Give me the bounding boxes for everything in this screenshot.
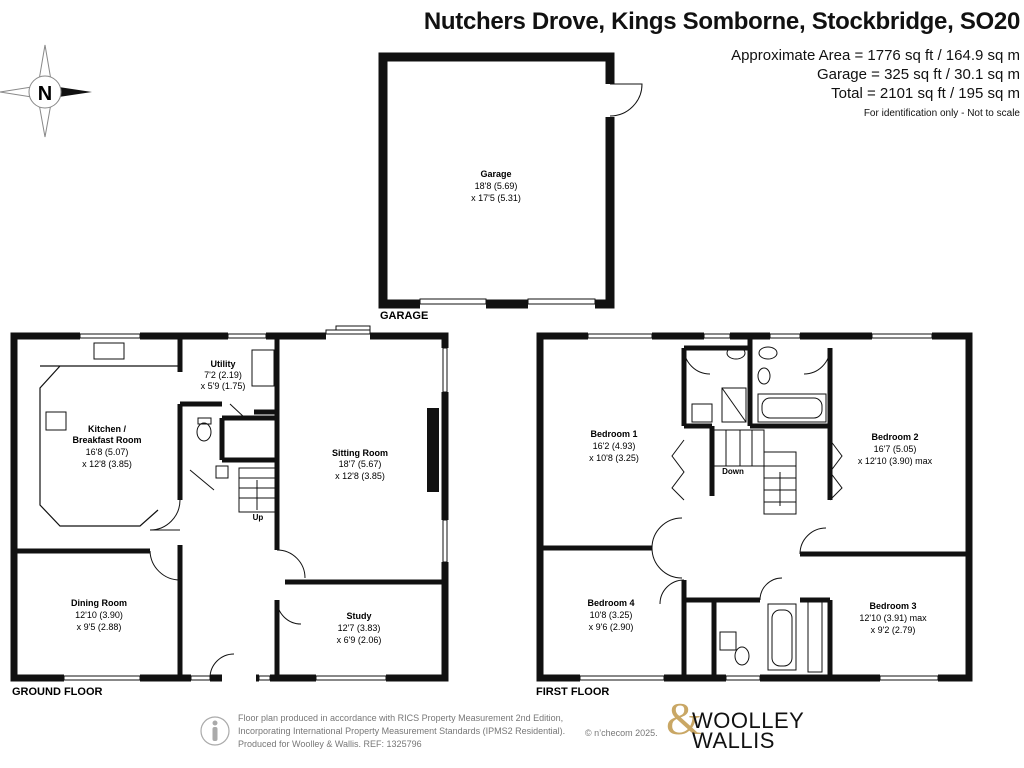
utility-name: Utility bbox=[210, 359, 236, 369]
bedroom4-name: Bedroom 4 bbox=[587, 598, 635, 608]
area-garage: Garage = 325 sq ft / 30.1 sq m bbox=[816, 66, 1020, 83]
property-title: Nutchers Drove, Kings Somborne, Stockbridge, SO20 bbox=[423, 8, 1020, 35]
utility-dim2: x 5'9 (1.75) bbox=[200, 381, 246, 391]
garage-floor-label: GARAGE bbox=[380, 310, 429, 322]
bedroom3-dim2: x 9'2 (2.79) bbox=[870, 625, 916, 635]
dining-dim1: 12'10 (3.90) bbox=[75, 610, 123, 620]
bedroom3-dim1: 12'10 (3.91) max bbox=[859, 613, 927, 623]
bedroom1-name: Bedroom 1 bbox=[590, 429, 638, 439]
copyright-text: © n’checom 2025. bbox=[585, 728, 658, 738]
garage-name: Garage bbox=[480, 169, 512, 179]
study-name: Study bbox=[346, 611, 372, 621]
bedroom4-dim2: x 9'6 (2.90) bbox=[588, 622, 634, 632]
study-dim1: 12'7 (3.83) bbox=[337, 623, 381, 633]
bedroom2-dim2: x 12'10 (3.90) max bbox=[857, 456, 933, 466]
area-total: Total = 2101 sq ft / 195 sq m bbox=[831, 85, 1020, 102]
sitting-dim2: x 12'8 (3.85) bbox=[335, 471, 385, 481]
study-dim2: x 6'9 (2.06) bbox=[336, 635, 382, 645]
sitting-name: Sitting Room bbox=[332, 448, 388, 458]
stairs-down-label: Down bbox=[722, 467, 744, 476]
garage-dim2: x 17'5 (5.31) bbox=[471, 193, 521, 203]
kitchen-name-1: Kitchen / bbox=[87, 424, 127, 434]
dining-name: Dining Room bbox=[71, 598, 127, 608]
footer-line-1: Floor plan produced in accordance with RICS Property Measurement 2nd Edition, bbox=[238, 713, 564, 723]
kitchen-name-2: Breakfast Room bbox=[72, 435, 142, 445]
kitchen-dim2: x 12'8 (3.85) bbox=[82, 459, 132, 469]
ground-floor-label: GROUND FLOOR bbox=[12, 686, 103, 698]
garage-dim1: 18'8 (5.69) bbox=[474, 181, 518, 191]
bedroom4-dim1: 10'8 (3.25) bbox=[589, 610, 633, 620]
kitchen-dim1: 16'8 (5.07) bbox=[85, 447, 129, 457]
dining-dim2: x 9'5 (2.88) bbox=[76, 622, 122, 632]
footer-line-3: Produced for Woolley & Wallis. REF: 1325796 bbox=[238, 739, 422, 749]
rics-person-icon bbox=[200, 714, 230, 748]
brand-word-1: WOOLLEY bbox=[692, 708, 805, 733]
bedroom3-name: Bedroom 3 bbox=[869, 601, 917, 611]
disclaimer-note: For identification only - Not to scale bbox=[863, 108, 1020, 119]
bedroom1-dim2: x 10'8 (3.25) bbox=[589, 453, 639, 463]
compass-letter: N bbox=[37, 83, 53, 105]
footer-disclaimer bbox=[238, 712, 565, 751]
utility-dim1: 7'2 (2.19) bbox=[204, 370, 242, 380]
sitting-dim1: 18'7 (5.67) bbox=[338, 459, 382, 469]
footer-line-2: Incorporating International Property Measurement Standards (IPMS2 Residential). bbox=[238, 726, 566, 736]
bedroom2-dim1: 16'7 (5.05) bbox=[873, 444, 917, 454]
stairs-up-label: Up bbox=[252, 513, 264, 522]
area-main: Approximate Area = 1776 sq ft / 164.9 sq m bbox=[731, 47, 1020, 64]
compass-icon bbox=[0, 45, 92, 137]
brand-ampersand: & bbox=[666, 693, 703, 744]
bedroom1-dim1: 16'2 (4.93) bbox=[592, 441, 636, 451]
bedroom2-name: Bedroom 2 bbox=[871, 432, 919, 442]
brand-word-2: WALLIS bbox=[692, 728, 775, 753]
first-floor-label: FIRST FLOOR bbox=[536, 686, 610, 698]
